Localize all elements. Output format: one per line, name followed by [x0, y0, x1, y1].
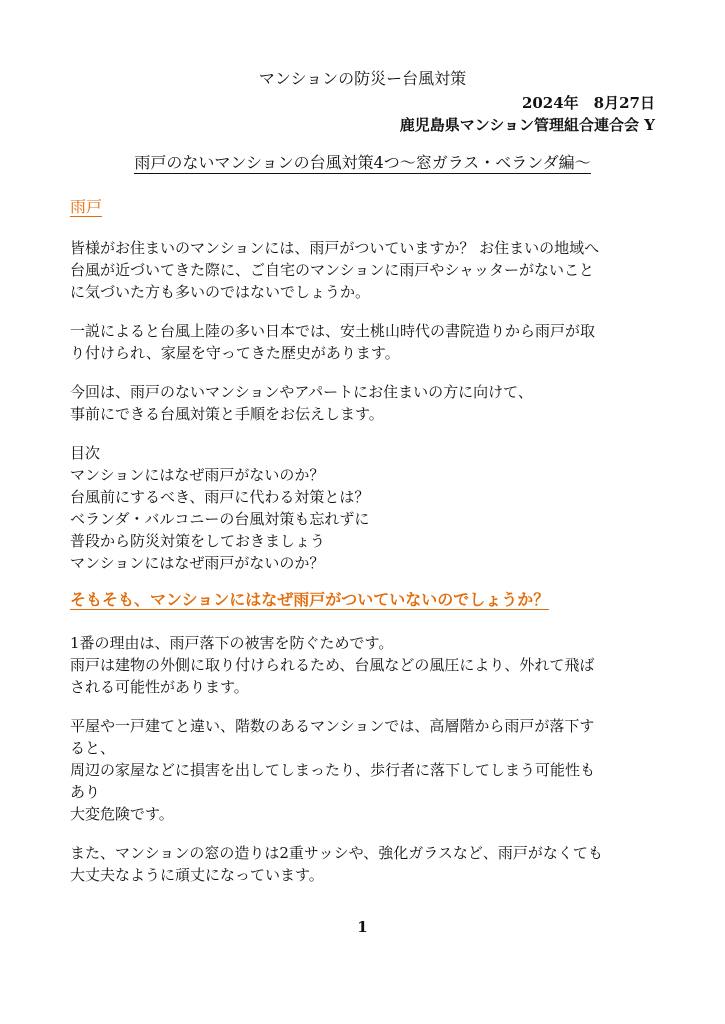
paragraph-line: 大丈夫なように頑丈になっています。 — [70, 866, 324, 884]
paragraph-line: 周辺の家屋などに損害を出してしまったり、歩行者に落下してしまう可能性も — [70, 761, 596, 779]
paragraph-line: 皆様がお住まいのマンションには、雨戸がついていますか？ お住まいの地域へ — [70, 239, 600, 257]
paragraph-line: 1番の理由は、雨戸落下の被害を防ぐためです。 — [70, 634, 394, 652]
document-subtitle-text: 雨戸のないマンションの台風対策4つ〜窓ガラス・ベランダ編〜 — [134, 153, 591, 172]
document-organization: 鹿児島県マンション管理組合連合会 Y — [399, 116, 655, 134]
paragraph-line: に気づいた方も多いのではないでしょうか。 — [70, 283, 371, 301]
toc-heading: 目次 — [70, 444, 101, 462]
toc-item: マンションにはなぜ雨戸がないのか？ — [70, 466, 325, 484]
section-heading-amado — [70, 196, 102, 218]
toc-item: 台風前にするべき、雨戸に代わる対策とは？ — [70, 488, 370, 506]
toc-item: 普段から防災対策をしておきましょう — [70, 532, 326, 550]
paragraph-line: ると、 — [70, 739, 116, 757]
paragraph-line: り付けられ、家屋を守ってきた歴史があります。 — [70, 344, 400, 362]
paragraph-line: 一説によると台風上陸の多い日本では、安土桃山時代の書院造りから雨戸が取 — [70, 322, 596, 340]
paragraph-line: 平屋や一戸建てと違い、階数のあるマンションでは、高層階から雨戸が落下す — [70, 717, 595, 735]
document-subtitle — [0, 152, 725, 174]
paragraph-line: 台風が近づいてきた際に、ご自宅のマンションに雨戸やシャッターがないこと — [70, 261, 595, 279]
paragraph-line: また、マンションの窓の造りは2重サッシや、強化ガラスなど、雨戸がなくても — [70, 844, 603, 862]
paragraph-line: される可能性があります。 — [70, 678, 249, 696]
document-title: マンションの防災ー台風対策 — [258, 69, 467, 88]
toc-item: ベランダ・バルコニーの台風対策も忘れずに — [70, 510, 370, 528]
page-number: 1 — [357, 918, 368, 936]
document-date: 2024年 8月27日 — [521, 94, 655, 112]
paragraph-line: あり — [70, 783, 101, 801]
toc-item: マンションにはなぜ雨戸がないのか？ — [70, 554, 325, 572]
section-heading-why-text: そもそも、マンションにはなぜ雨戸がついていないのでしょうか？ — [70, 590, 550, 609]
paragraph-line: 事前にできる台風対策と手順をお伝えします。 — [70, 405, 384, 423]
paragraph-line: 大変危険です。 — [70, 805, 174, 823]
section-heading-why — [70, 589, 549, 611]
section-heading-amado-text: 雨戸 — [70, 197, 103, 216]
paragraph-line: 雨戸は建物の外側に取り付けられるため、台風などの風圧により、外れて飛ば — [70, 656, 595, 674]
paragraph-line: 今回は、雨戸のないマンションやアパートにお住まいの方に向けて、 — [70, 383, 533, 401]
